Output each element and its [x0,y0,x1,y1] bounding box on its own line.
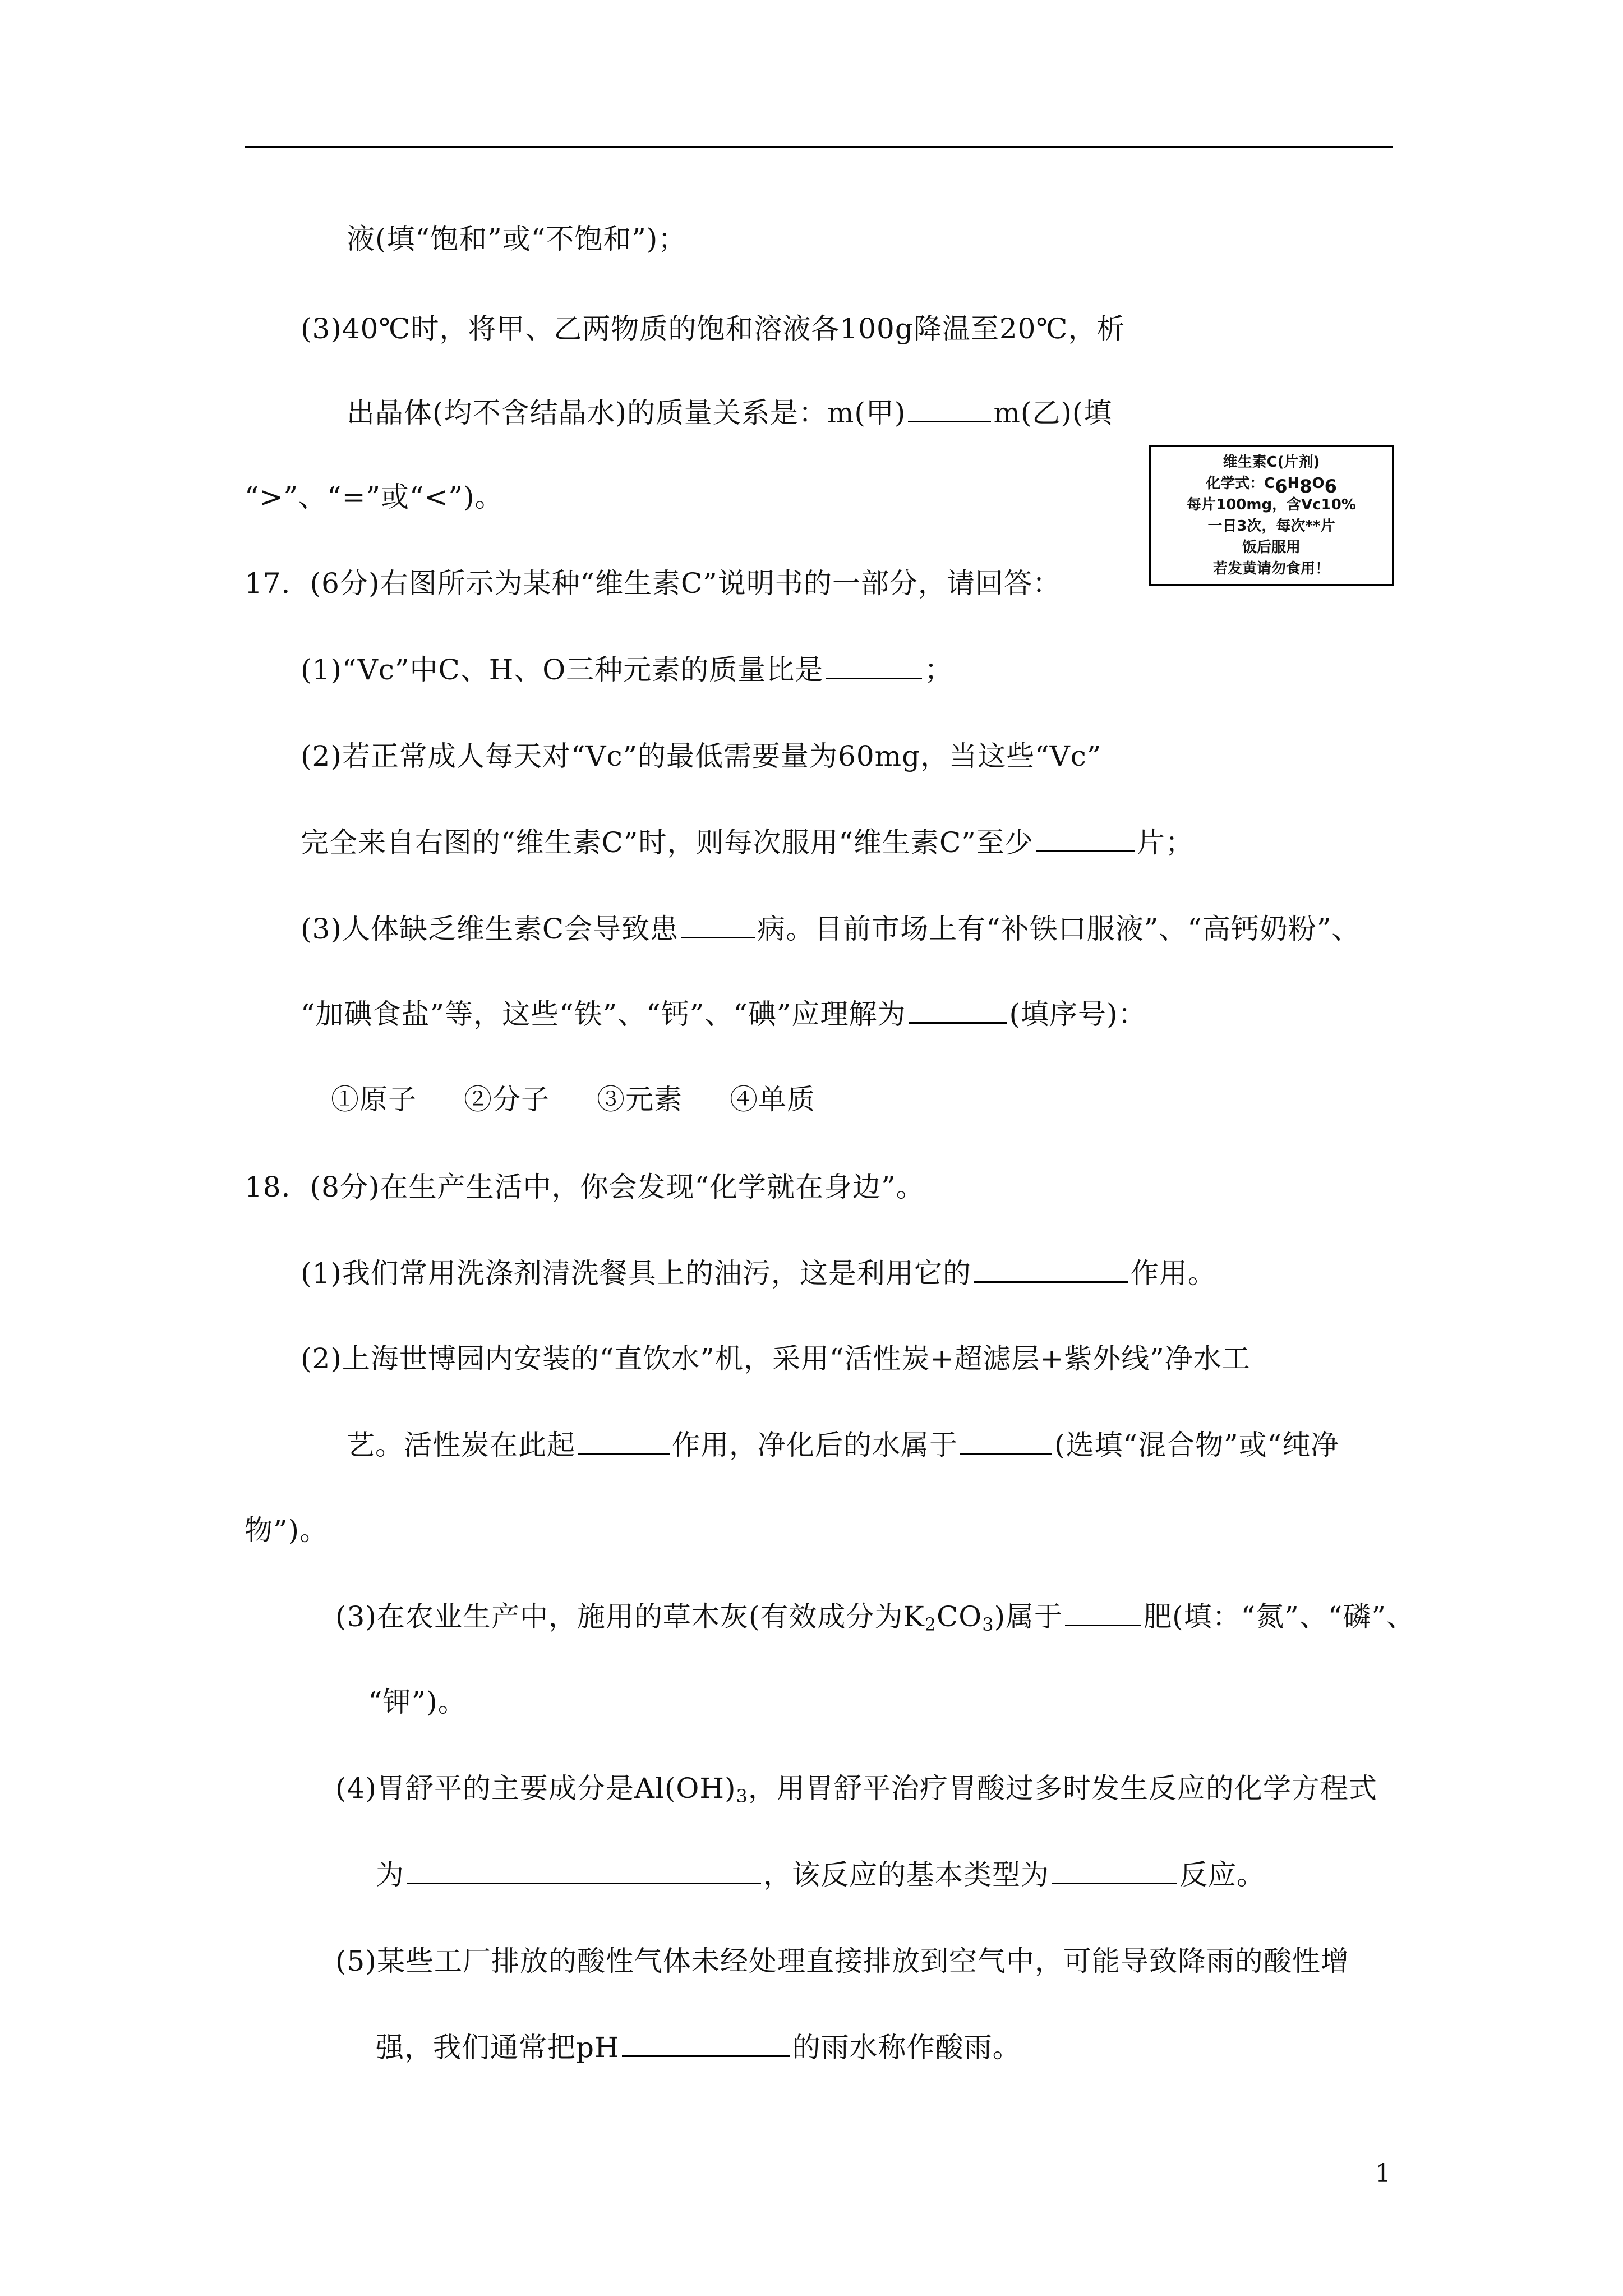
label-frequency: 一日3次，每次**片 [1207,518,1335,535]
text: ，该反应的基本类型为 [763,1858,1049,1891]
q18-3-line2 [368,1685,467,1719]
q18-1 [301,1257,1216,1290]
q17-3-line1 [301,912,1360,946]
answer-blank[interactable] [908,396,991,422]
answer-blank[interactable] [974,1257,1128,1283]
text: “钾”)。 [368,1686,467,1718]
q16-3-line3 [245,480,504,514]
text: 为 [376,1858,404,1891]
vitamin-c-label-image [1149,445,1394,586]
answer-blank[interactable] [1036,826,1135,852]
text: (3)在农业生产中，施用的草木灰(有效成分为K [335,1600,925,1633]
text: (2)上海世博园内安装的“直饮水”机，采用“活性炭+超滤层+紫外线”净水工 [301,1342,1251,1375]
q18-3-line1: (3)在农业生产中，施用的草木灰(有效成分为$K_2CO_3$)属于 肥(填：“氮”、“磷”、 [335,1600,1415,1635]
label-warning: 若发黄请勿食用！ [1212,560,1330,577]
answer-blank[interactable] [960,1428,1052,1455]
text: 液(填“饱和”或“不饱和”)； [347,223,687,255]
text: 作用。 [1130,1257,1216,1290]
q18-2-line2 [347,1428,1339,1462]
q17-options [331,1083,815,1116]
q18-2-line1 [301,1342,1251,1375]
page-number: 1 [1375,2159,1391,2188]
text: (3)40℃时，将甲、乙两物质的饱和溶液各100g降温至20℃，析 [301,312,1126,345]
q18-5-line2 [376,2031,1021,2064]
option-3: ③元素 [597,1083,683,1116]
text: 艺。活性炭在此起 [347,1429,575,1461]
label-formula: 化学式：$C_6H_8O_6$ [1206,475,1337,497]
text: 完全来自右图的“维生素C”时，则每次服用“维生素C”至少 [301,826,1034,859]
text: “加碘食盐”等，这些“铁”、“钙”、“碘”应理解为 [301,998,906,1030]
text: 病。目前市场上有“补铁口服液”、“高钙奶粉”、 [757,913,1361,945]
text: ； [924,654,953,686]
answer-blank[interactable] [1052,1858,1177,1884]
q16-3-line1 [301,312,1125,346]
q17-3-line2 [301,997,1147,1031]
text: (3)人体缺乏维生素C会导致患 [301,913,679,945]
q16-3-line2 [347,396,1112,430]
q18-4-line1: (4)胃舒平的主要成分是$Al(OH)_3$，用胃舒平治疗胃酸过多时发生反应的化学方程式 [335,1772,1377,1807]
text: ，用胃舒平治疗胃酸过多时发生反应的化学方程式 [748,1772,1377,1805]
answer-blank[interactable] [1065,1600,1141,1626]
q17-2-line2 [301,826,1194,859]
header-rule [245,146,1393,148]
text: 强，我们通常把pH [376,2031,620,2064]
q17-header [245,567,1061,600]
text: (1)我们常用洗涤剂清洗餐具上的油污，这是利用它的 [301,1257,971,1290]
text: 作用，净化后的水属于 [672,1429,958,1461]
answer-blank[interactable] [622,2031,790,2057]
q17-1 [301,653,953,687]
text: (1)“Vc”中C、H、O三种元素的质量比是 [301,654,824,686]
text: 物”)。 [245,1514,329,1547]
option-2: ②分子 [464,1083,550,1116]
text: 肥(填：“氮”、“磷”、 [1144,1600,1415,1633]
text: (5)某些工厂排放的酸性气体未经处理直接排放到空气中，可能导致降雨的酸性增 [335,1945,1349,1977]
answer-blank[interactable] [407,1858,761,1884]
text: (选填“混合物”或“纯净 [1054,1429,1340,1461]
text: 的雨水称作酸雨。 [792,2031,1021,2064]
label-timing: 饭后服用 [1242,539,1301,556]
text: “>”、“=”或“<”)。 [245,481,504,513]
text: (2)若正常成人每天对“Vc”的最低需要量为60mg，当这些“Vc” [301,740,1102,772]
answer-blank[interactable] [578,1428,670,1455]
question-heading: 18．(8分)在生产生活中，你会发现“化学就在身边”。 [245,1171,925,1203]
text: 片； [1136,826,1194,859]
fragment-line [347,222,686,256]
text: m(乙)(填 [993,397,1113,429]
q18-5-line1 [335,1944,1349,1978]
q18-2-line3 [245,1513,328,1547]
text: (4)胃舒平的主要成分是Al(OH) [335,1772,736,1805]
q17-2-line1 [301,739,1101,773]
answer-blank[interactable] [681,912,755,938]
label-dose: 每片100mg，含Vc10% [1187,496,1356,513]
text: 反应。 [1179,1858,1265,1891]
question-heading: 17．(6分)右图所示为某种“维生素C”说明书的一部分，请回答： [245,567,1061,600]
answer-blank[interactable] [826,653,922,679]
answer-blank[interactable] [909,997,1007,1024]
option-1: ①原子 [331,1083,417,1116]
text: (填序号)： [1009,998,1147,1030]
text: )属于 [994,1600,1063,1633]
q18-header [245,1170,925,1204]
option-4: ④单质 [730,1083,815,1116]
text: 出晶体(均不含结晶水)的质量关系是：m(甲) [347,397,906,429]
q18-4-line2 [376,1858,1265,1892]
label-title: 维生素C(片剂) [1223,454,1320,471]
